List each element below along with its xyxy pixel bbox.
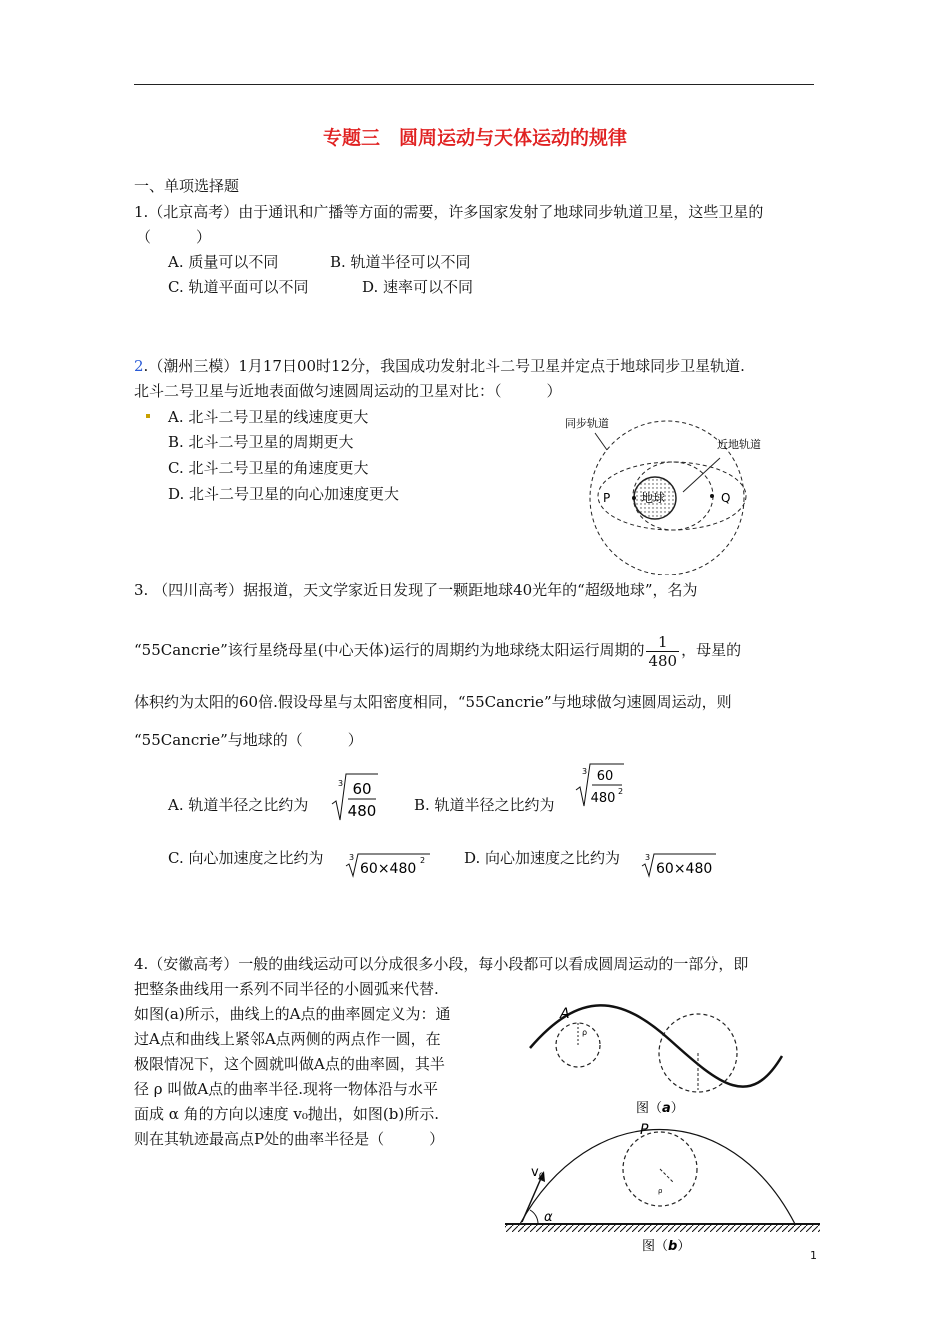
q4-stem-line2: 把整条曲线用一系列不同半径的小圆弧来代替.	[134, 980, 439, 998]
q1-option-d: D. 速率可以不同	[362, 278, 474, 296]
angle-arc	[530, 1210, 538, 1224]
q4-stem-line3: 如图(a)所示，曲线上的A点的曲率圆定义为：通	[134, 1005, 451, 1023]
root-index: 3	[582, 767, 588, 776]
q3-option-b-text: B. 轨道半径之比约为	[414, 796, 555, 814]
root-index: 3	[349, 853, 355, 862]
q4-stem-line8: 则在其轨迹最高点P处的曲率半径是（ ）	[134, 1130, 445, 1148]
q2-stem-text: .（潮州三模）1月17日00时12分，我国成功发射北斗二号卫星并定点于地球同步卫星轨道.	[143, 357, 745, 375]
q4-stem-line6: 径 ρ 叫做A点的曲率半径.现将一物体沿与水平	[134, 1080, 438, 1098]
radicand: 60×480	[360, 861, 417, 877]
ground-hatch	[505, 1224, 820, 1232]
v-subscript: 0	[538, 1172, 545, 1182]
q4-stem-line4: 过A点和曲线上紧邻A点两侧的两点作一圆，在	[134, 1030, 441, 1048]
numerator: 60	[596, 769, 614, 784]
q3-period-fraction	[646, 633, 679, 670]
q2-number: 2	[134, 357, 144, 375]
q1-paren: （ ）	[136, 228, 212, 246]
caption-prefix: 图（	[636, 1101, 663, 1116]
projectile-figure-b	[500, 1118, 825, 1258]
near-label-leader	[683, 458, 720, 492]
orbit-diagram	[555, 410, 785, 575]
q4-stem-line5: 极限情况下，这个圆就叫做A点的曲率圆，其半	[134, 1055, 445, 1073]
curvature-figure-a	[520, 1000, 790, 1120]
point-p	[632, 496, 636, 500]
q4-stem-line1: 4.（安徽高考）一般的曲线运动可以分成很多小段，每小段都可以看成圆周运动的一部分，即	[134, 955, 749, 973]
q3-option-a-text: A. 轨道半径之比约为	[168, 796, 309, 814]
point-q	[710, 494, 714, 498]
figure-b-caption	[642, 1239, 690, 1254]
page-number: 1	[810, 1249, 817, 1262]
radicand: 60×480	[656, 861, 713, 877]
v-symbol: v	[531, 1165, 539, 1180]
velocity-arrow	[522, 1176, 542, 1222]
q2-stem-line2: 北斗二号卫星与近地表面做匀速圆周运动的卫星对比：（ ）	[134, 382, 562, 400]
q2-option-b: B. 北斗二号卫星的周期更大	[168, 433, 354, 451]
exponent: 2	[420, 856, 426, 865]
denominator: 480	[347, 802, 377, 820]
numerator: 60	[352, 780, 372, 798]
caption-letter: b	[668, 1239, 678, 1254]
exponent: 2	[618, 787, 624, 796]
denominator: 480	[590, 791, 616, 806]
alpha-label: α	[544, 1210, 553, 1225]
q2-option-d: D. 北斗二号卫星的向心加速度更大	[168, 485, 400, 503]
q3-stem-text-a: “55Cancrie”该行星绕母星(中心天体)运行的周期约为地球绕太阳运行周期的	[134, 641, 645, 659]
fraction-denominator: 480	[648, 651, 678, 670]
v0-label	[531, 1165, 545, 1182]
root-index: 3	[645, 853, 651, 862]
caption-suffix: ）	[670, 1101, 684, 1116]
q2-option-c: C. 北斗二号卫星的角速度更大	[168, 459, 369, 477]
sync-label-leader	[595, 433, 607, 450]
q3-option-b-formula	[574, 760, 628, 812]
q3-option-a-formula	[330, 770, 380, 824]
q1-stem: 1.（北京高考）由于通讯和广播等方面的需要，许多国家发射了地球同步轨道卫星，这些卫星的	[134, 203, 764, 221]
page-title: 专题三 圆周运动与天体运动的规律	[322, 127, 627, 149]
point-a-label: A	[560, 1006, 570, 1022]
q3-stem-line3: 体积约为太阳的60倍.假设母星与太阳密度相同，“55Cancrie”与地球做匀速圆周运动，则	[134, 693, 732, 711]
header-rule	[134, 84, 814, 85]
q1-option-a: A. 质量可以不同	[168, 253, 279, 271]
root-index: 3	[338, 779, 344, 788]
q3-option-d-formula	[640, 848, 720, 880]
p-label: P	[603, 491, 611, 505]
figure-a-caption	[636, 1101, 684, 1116]
earth-label: 地球	[641, 491, 666, 505]
q1-option-b: B. 轨道半径可以不同	[330, 253, 471, 271]
q3-stem-line4: “55Cancrie”与地球的（ ）	[134, 731, 363, 749]
q3-option-c-text: C. 向心加速度之比约为	[168, 849, 324, 867]
q2-option-a: A. 北斗二号卫星的线速度更大	[168, 408, 369, 426]
trajectory	[520, 1130, 795, 1225]
point-p-label: P	[640, 1122, 649, 1138]
caption-suffix: ）	[677, 1239, 691, 1254]
radius-line-p	[660, 1169, 674, 1183]
q3-stem-line1: 3. （四川高考）据报道，天文学家近日发现了一颗距地球40光年的“超级地球”，名为	[134, 581, 698, 599]
sync-orbit-label: 同步轨道	[565, 417, 609, 430]
q3-stem-line2	[134, 628, 741, 672]
q3-option-c-formula	[344, 848, 432, 880]
fraction-numerator: 1	[646, 633, 679, 652]
q3-option-d-text: D. 向心加速度之比约为	[464, 849, 621, 867]
mark-dot	[146, 414, 150, 418]
caption-prefix: 图（	[642, 1239, 669, 1254]
q-label: Q	[721, 491, 731, 505]
caption-letter: a	[662, 1101, 671, 1116]
q4-stem-line7: 面成 α 角的方向以速度 v₀抛出，如图(b)所示.	[134, 1105, 439, 1123]
q2-stem-line1	[134, 357, 745, 376]
section-heading: 一、单项选择题	[134, 177, 240, 195]
q1-option-c: C. 轨道平面可以不同	[168, 278, 309, 296]
rho-label-b: ρ	[658, 1187, 663, 1195]
q3-stem-text-b: ，母星的	[681, 641, 742, 659]
rho-label-a: ρ	[582, 1028, 588, 1037]
near-orbit-label: 近地轨道	[717, 438, 761, 451]
